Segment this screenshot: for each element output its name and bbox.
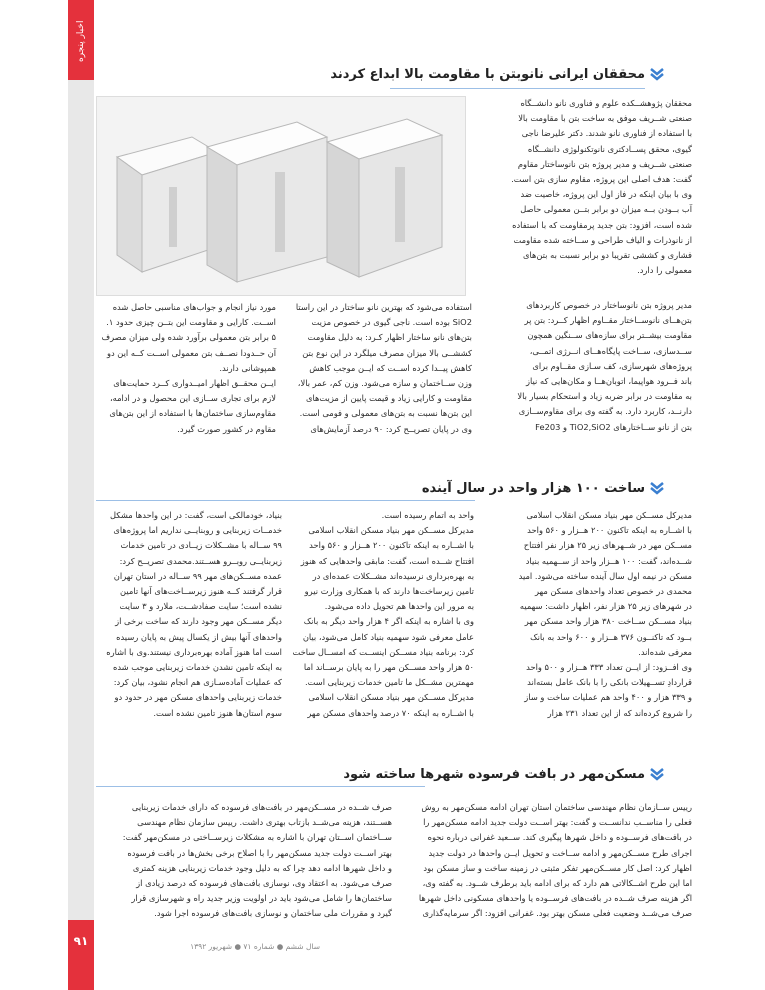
chevron-down-icon: [649, 480, 665, 496]
paragraph: مدیرکل مســکن مهر بنیاد مسکن انقلاب اسلامی با اشــاره به اینکه تاکنون ۲۰۰ هــزار و ۵۶۰ واحد مســکن مهر در شــهرهای زیر ۲۵ هزار نفر افتتاح شــده‌اند، گفت: ۱۰۰ هــزار واحد از ســهمیه بنیاد مسکن در نیمه اول سال آینده ساخته می‌شود. امید محمدی در خصوص تعداد واحدهای مسکن مهر در شهرهای زیر ۲۵ هزار نفر، اظهار داشت: سهمیه بنیاد مســکن ســاخت ۳۸۰ هزار واحد مسکن مهر بــود که تاکنــون ۳۷۶ هــزار و ۶۰۰ واحد به بانک معرفی شده‌اند. وی افــزود: از ایــن تعداد ۳۳۳ هــزار و ۵۰۰ واحد قراردادِ تســهیلات بانکی را با بانک عامل بسته‌اند و ۳۳۹ هزار و ۴۰۰ واحد هم عملیات ساخت و ساز را شروع کرده‌اند که از این تعداد ۲۳۱ هزار: [518, 510, 692, 718]
paragraph: استفاده می‌شود که بهترین نانو ساختار در این راستا SiO2 بوده است. ناجی گیوی در خصوص مزیت بتن‌های نانو ساختار اظهار کـرد: به دلیل مقاومت کششــی بالا میزان مصرف میلگرد در این نوع بتن کاهش پیــدا کرده اســت که ایــن موجب کاهش وزن ســاختمان و سازه می‌شود. وزن کم، عمر بالا، مقاومت و کارایی زیاد و قیمت پایین از مزیت‌های این بتن‌ها نسبت به بتن‌های معمولی و فومی است. وی در پایان تصریــح کرد: ۹۰ درصد آزمایش‌های: [295, 302, 472, 434]
article1-column-left: [96, 300, 276, 437]
page-number-box: [68, 920, 94, 990]
footer-issue-info: سال ششم ● شماره ۷۱ ● شهریور ۱۳۹۲: [190, 942, 320, 951]
page-number: ۹۱: [73, 934, 89, 948]
article2-column-middle: [288, 508, 474, 721]
article1-title: محققان ایرانی نانوبتن با مقاومت بالا ابداع کردند: [330, 66, 645, 82]
article1-heading: [330, 66, 665, 82]
paragraph: مورد نیاز انجام و جواب‌های مناسبی حاصل شده اســت. کارایی و مقاومت این بتــن چیزی حدود ۱. ۵ برابر بتن معمولی برآورد شده ولی میزان مصرف آن حــدودا نصــف بتن معمولی اســت کــه این دو همپوشانی دارند. ایــن محقــق اظهار امیــدواری کــرد حمایت‌های لازم برای تجاری ســازی این محصول و در ادامه، مقاوم‌سازی ساختمان‌ها با استفاده از این بتن‌های مقاوم در کشور صورت گیرد.: [101, 302, 276, 434]
concrete-blocks-photo: [96, 96, 466, 296]
paragraph: مدیر پروژه بتن نانوساختار در خصوص کاربردهای بتن‌هــای نانوســاختار مقــاوم اظهار کــرد: بتن پر مقاومت بیشــتر برای سازه‌های ســنگین همچون ســدسازی، ســاخت پایگاه‌هــای انــرژی اتمــی، پروژه‌های شهرسازی، کف سـازی مقــاوم برای باند فــرود هواپیما، اتوبان‌هــا و مکان‌هایی که نیاز به مقاومت در برابر ضربه زیاد و استحکام بسیار بالا دارنــد، کاربرد دارد. به گفته وی برای مقاوم‌ســازی بتن از نانو ســاختارهای TiO2,SiO2 و Fe203: [517, 300, 692, 432]
article1-column-middle: [282, 300, 472, 437]
article3-title: مسکن‌مهر در بافت فرسوده شهرها ساخته شود: [343, 766, 645, 782]
article2-column-left: [96, 508, 282, 721]
article3-column-right: [400, 800, 692, 922]
section-tag: اخبار پنجره: [76, 20, 86, 62]
article3-column-left: [96, 800, 392, 922]
article1-column-right-2: [476, 298, 692, 435]
page-sidebar: [68, 0, 94, 990]
paragraph: واحد به اتمام رسیده است. مدیرکل مســکن مهر بنیاد مسکن انقلاب اسلامی با اشــاره به اینکه تاکنون ۲۰۰ هــزار و ۵۶۰ واحد افتتاح شــده است، گفت: مابقی واحدهایی که هنوز به بهره‌برداری نرسیده‌اند مشــکلات عمده‌ای در تامین زیرساخت‌ها دارند که با همکاری وزارت نیرو به مرور این واحدها هم تحویل داده می‌شود. وی با اشاره به اینکه اگر ۴ هزار واحد دیگر به بانک عامل معرفی شود سهمیه بنیاد کامل می‌شود، بیان کرد: برنامه بنیاد مســکن اینســت که امســال ساخت ۵۰ هزار واحد مســکن مهر را به پایان برســاند اما مهمترین مشــکل ما تامین خدمات زیربنایی است. مدیرکل مســکن مهر بنیاد مسکن انقلاب اسلامی با اشــاره به اینکه ۷۰ درصد واحدهای مسکن مهر: [292, 510, 474, 718]
chevron-down-icon: [649, 766, 665, 782]
paragraph: محققان پژوهشــکده علوم و فناوری نانو دانشــگاه صنعتی شــریف موفق به ساخت بتن با مقاومت بالا با استفاده از فناوری نانو شدند. دکتر علیرضا ناجی گیوی، محقق پســادکتری نانوتکنولوژی دانشــگاه صنعتی شــریف و مدیر پروژه بتن نانوساختار مقاوم گفت: هدف اصلی این پروژه، مقاوم سازی بتن است. وی با بیان اینکه در فاز اول این پروژه، خاصیت ضد آب بــودن بــه میزان دو برابر بتــن معمولی حاصل شده است، افزود: بتن جدید پرمقاومت که با استفاده از نانوذرات و الیاف طراحی و ســاخته شده مقاومت فشاری و کششی تقریبا دو برابر نسبت به بتن‌های معمولی را دارد.: [511, 98, 692, 276]
paragraph: صرف شــده در مســکن‌مهر در بافت‌های فرسوده که دارای خدمات زیربنایی هســتند، هزینه می‌شــد بازتاب بهتری داشت. رییس سازمان نظام مهندسی ســاختمان اســتان تهران با اشاره به مشکلات زیرســاختی در مسکن‌مهر گفت: بهتر اســت دولت جدید مسکن‌مهر را با اصلاح برخی بخش‌ها در بافت فرسوده و داخل شهرها ادامه دهد چرا که به دلیل وجود خدمات زیربنایی هزینه کمتری صرف می‌شود. به اعتقاد وی، نوسازی بافت‌های فرسوده که درصد زیادی از ساختمان‌ها را شامل می‌شود باید در اولویت وزیر جدید راه و شهرسازی قرار گیرد و مقررات ملی ساختمان و نوسازی بافت‌های فرسوده اجرا شود.: [122, 802, 392, 919]
paragraph: بنیاد، خودمالکی است، گفت: در این واحدها مشکل خدمــات زیربنایی و روبنایــی نداریم اما پروژه‌های ۹۹ ســاله با مشــکلات زیــادی در تامین خدمات زیربنایــی روبــرو هســتند.محمدی تصریــح کرد: عمده مســکن‌های مهر ۹۹ ســاله در استان تهران قرار گرفتند کــه هنوز زیرســاخت‌های آنها تامین نشده است؛ سایت صفادشــت، ملارد و ۳ سایت دیگر مســکن مهر وجود دارند که ساخت برخی از واحدهای آنها بیش از یکسال پیش به پایان رسیده است اما هنوز آماده بهره‌برداری نیستند.وی با اشاره به اینکه تامین نشدن خدمات زیربنایی موجب شده که عملیات آماده‌سـازی هم انجام نشود، بیان کرد: خدمات زیربنایی واحدهای مسکن مهر در حدود دو سوم استان‌ها هنوز تامین نشده است.: [106, 510, 282, 718]
article2-column-right: [480, 508, 692, 721]
heading-rule: [390, 88, 645, 89]
article2-heading: [422, 480, 665, 496]
article2-title: ساخت ۱۰۰ هزار واحد در سال آینده: [421, 480, 645, 496]
heading-rule: [96, 500, 475, 501]
article3-heading: [343, 766, 665, 782]
heading-rule: [96, 786, 425, 787]
paragraph: رییس ســازمان نظام مهندسی ساختمان استان تهران ادامه مسکن‌مهر به روش فعلی را مناســب ندانســت و گفت: بهتر اســت دولت جدید ادامه مسکن‌مهر را در بافت‌های فرســوده و داخل شهرها پیگیری کند. ســعید غفرانی درباره نحوه اجرای طرح مســکن‌مهر و ادامه ســاخت و تحویل ایــن واحدها در دولت جدید اظهار کرد: اصل کار مســکن‌مهر تفکر مثبتی در زمینه ساخت و ساز مسکن بود اما این طرح اشــکالاتی هم دارد که برای ادامه باید برطرف شــود. به گفته وی، اگر هزینه صرف شــده در بافت‌های فرســوده یا واحدهای مسکونی داخل شهرها صرف می‌شــد وضعیت فعلی مسکن بهتر بود. غفرانی افزود: اگر سرمایه‌گذاری: [418, 802, 692, 919]
chevron-down-icon: [649, 66, 665, 82]
article1-column-right: [476, 96, 692, 278]
